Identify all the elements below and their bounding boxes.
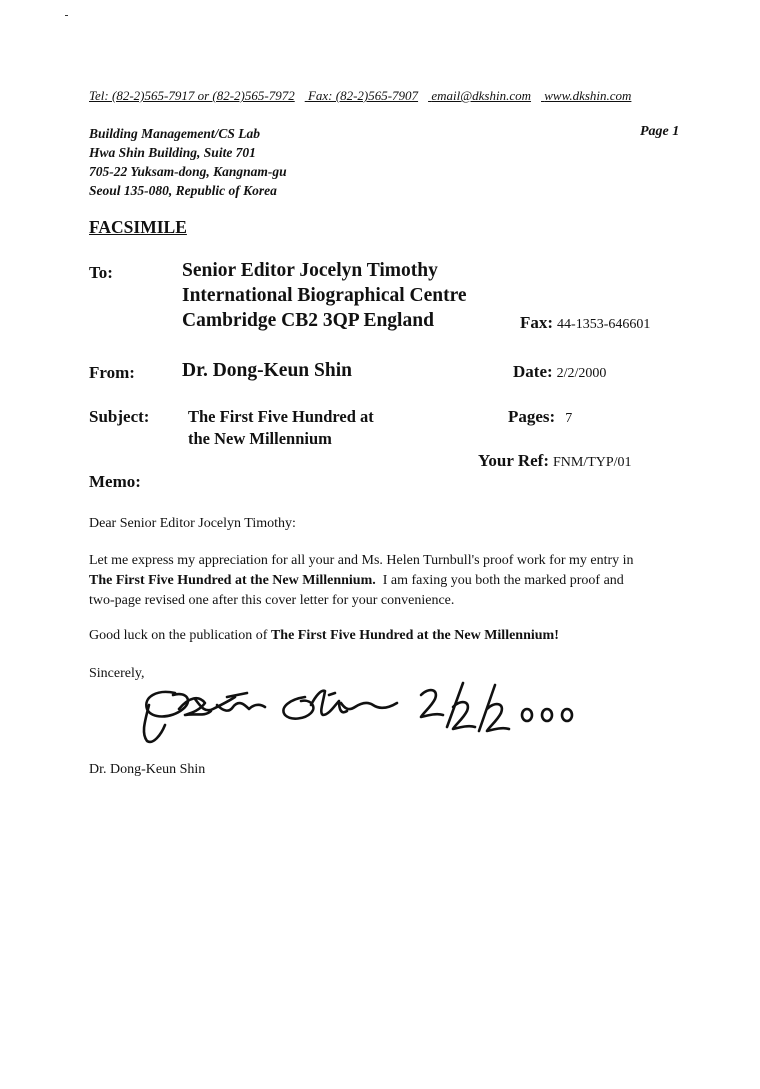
date-field — [513, 362, 606, 382]
closing: Sincerely, — [89, 666, 145, 681]
pages-value: 7 — [565, 411, 573, 426]
book-title: The First Five Hundred at the New Millennium. — [89, 573, 376, 588]
header-tel: Tel: (82-2)565-7917 or (82-2)565-7972 — [89, 88, 295, 103]
sender-address — [89, 124, 287, 200]
subject-label: Subject: — [89, 407, 150, 426]
to-organization: International Biographical Centre — [182, 285, 467, 306]
contact-header — [89, 88, 685, 104]
from-label: From: — [89, 363, 135, 382]
pages-label: Pages: — [508, 407, 556, 426]
page-number: Page 1 — [640, 124, 680, 139]
address-line: Building Management/CS Lab — [89, 126, 261, 141]
paragraph-line — [89, 571, 634, 591]
signer-name: Dr. Dong-Keun Shin — [89, 762, 206, 777]
subject-line: the New Millennium — [188, 429, 332, 448]
stray-mark — [65, 15, 68, 16]
date-label: Date: — [513, 362, 553, 381]
fax-field — [520, 313, 650, 333]
your-ref-field — [478, 451, 632, 471]
paragraph-text: I am faxing you both the marked proof and — [375, 573, 624, 588]
body-paragraph-2 — [89, 626, 559, 646]
paragraph-line: Let me express my appreciation for all your and Ms. Helen Turnbull's proof work for my entry in — [89, 553, 634, 568]
memo-label: Memo: — [89, 472, 141, 491]
fax-value: 44-1353-646601 — [557, 317, 651, 332]
to-recipient: Senior Editor Jocelyn Timothy — [182, 260, 438, 281]
header-email[interactable]: email@dkshin.com — [431, 88, 532, 103]
address-line: Hwa Shin Building, Suite 701 — [89, 145, 256, 160]
to-location: Cambridge CB2 3QP England — [182, 310, 434, 331]
address-line: Seoul 135-080, Republic of Korea — [89, 183, 277, 198]
your-ref-label: Your Ref: — [478, 451, 549, 470]
handwritten-signature — [135, 675, 585, 750]
fax-label: Fax: — [520, 313, 554, 332]
header-web[interactable]: www.dkshin.com — [544, 88, 632, 103]
book-title: The First Five Hundred at the New Millennium! — [270, 628, 559, 643]
from-value: Dr. Dong-Keun Shin — [182, 360, 352, 381]
date-value: 2/2/2000 — [556, 366, 607, 381]
subject-line: The First Five Hundred at — [188, 407, 374, 426]
document-title: FACSIMILE — [89, 217, 187, 237]
body-paragraph-1 — [89, 551, 634, 611]
address-line: 705-22 Yuksam-dong, Kangnam-gu — [89, 164, 287, 179]
salutation: Dear Senior Editor Jocelyn Timothy: — [89, 516, 296, 531]
paragraph-line: two-page revised one after this cover letter for your convenience. — [89, 593, 455, 608]
header-fax: Fax: (82-2)565-7907 — [307, 88, 419, 103]
to-label: To: — [89, 263, 113, 282]
pages-field — [508, 407, 572, 427]
paragraph-text: Good luck on the publication of — [89, 628, 271, 643]
your-ref-value: FNM/TYP/01 — [552, 455, 632, 470]
